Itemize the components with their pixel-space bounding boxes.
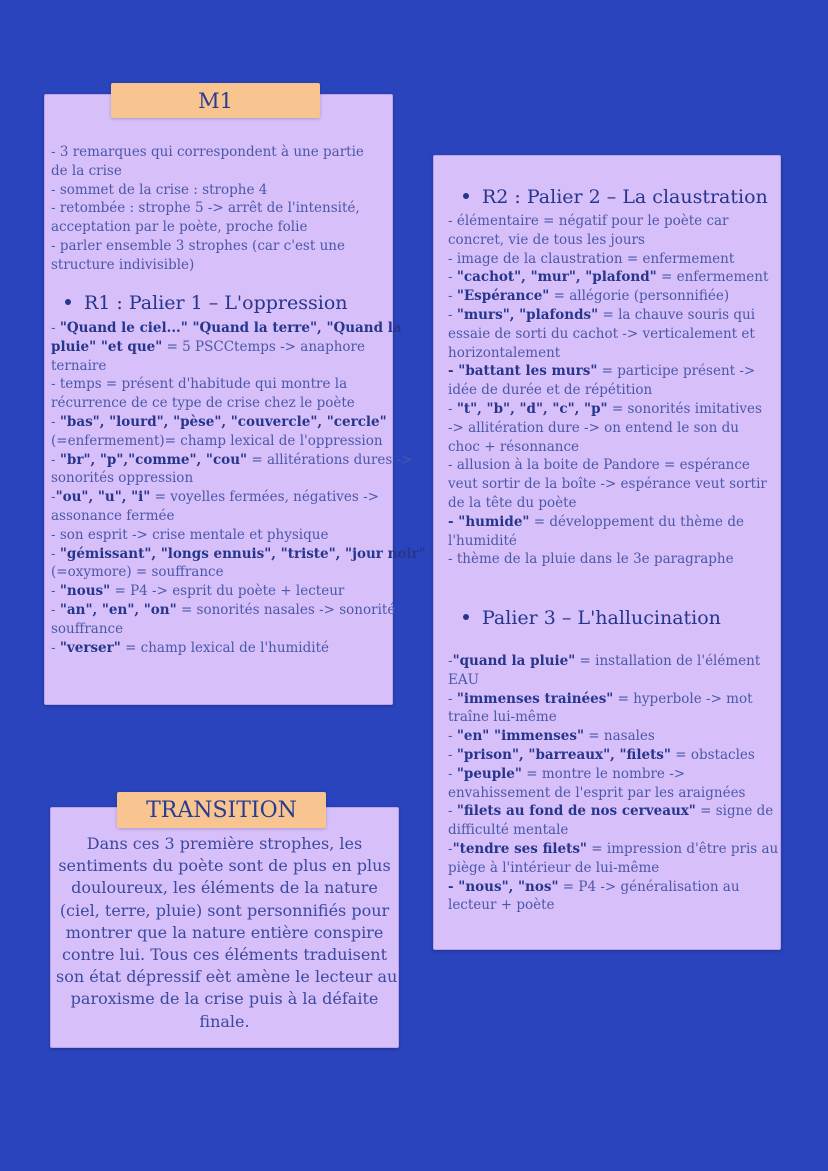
quote-text: "t", "b", "d", "c", "p" [456, 400, 608, 417]
m1-title-tab [111, 83, 320, 118]
transition-title-tab [117, 792, 326, 828]
text-line [51, 469, 426, 488]
plain-text: - [448, 288, 457, 305]
text-line: - 3 remarques qui correspondent à une partie [51, 144, 364, 160]
plain-text: - [448, 653, 453, 669]
text-line [448, 708, 778, 727]
text-line [448, 306, 768, 325]
text-line [51, 526, 426, 545]
quote-text: pluie" "et que" [51, 338, 163, 355]
text-line [51, 432, 426, 451]
plain-text: - [448, 746, 457, 763]
plain-text: = allégorie (personnifiée) [549, 288, 730, 305]
plain-text: = hyperbole -> mot [613, 690, 753, 707]
text-line [448, 250, 768, 269]
quote-text: "Quand le ciel..." "Quand la terre", "Quand la [59, 320, 402, 336]
r2-heading: R2 : Palier 2 – La claustration [463, 186, 768, 208]
text-line [448, 362, 768, 381]
m1-intro-text [51, 143, 364, 275]
text-line [448, 671, 778, 690]
quote-text: "en" "immenses" [456, 728, 584, 745]
text-line [448, 419, 768, 438]
quote-text: "br", "p","comme", "cou" [59, 451, 248, 468]
bullet-icon [463, 614, 469, 620]
plain-text: = voyelles fermées, négatives -> [150, 489, 379, 506]
text-line [448, 652, 778, 671]
plain-text: - [51, 601, 60, 618]
quote-text: "nous" [59, 583, 111, 600]
plain-text: = sonorités imitatives [607, 400, 762, 417]
plain-text: = sonorités nasales -> sonorité [176, 601, 396, 618]
plain-text: - [448, 840, 453, 857]
text-line [448, 400, 768, 419]
plain-text: - [51, 320, 60, 336]
plain-text: horizontalement [448, 344, 561, 361]
plain-text: - [448, 400, 457, 417]
plain-text: = participe présent -> [597, 363, 756, 380]
transition-line: contre lui. Tous ces éléments traduisent [61, 945, 388, 965]
text-line [448, 268, 768, 287]
plain-text: souffrance [51, 620, 124, 637]
text-line [448, 475, 768, 494]
quote-text: "murs", "plafonds" [456, 306, 599, 323]
text-line [448, 690, 778, 709]
plain-text: difficulté mentale [448, 822, 569, 839]
plain-text: - [448, 690, 457, 707]
plain-text: = développement du thème de [529, 513, 744, 530]
plain-text: - thème de la pluie dans le 3e paragraphe [448, 551, 734, 568]
quote-text: "an", "en", "on" [59, 601, 177, 618]
plain-text: récurrence de ce type de crise chez le poète [51, 395, 355, 412]
plain-text: = impression d'être pris au [586, 840, 779, 857]
plain-text: choc + résonnance [448, 438, 580, 455]
plain-text: de la tête du poète [448, 494, 577, 511]
text-line [51, 488, 426, 507]
plain-text: = signe de [695, 803, 774, 820]
text-line [448, 381, 768, 400]
plain-text: - son esprit -> crise mentale et physique [51, 526, 329, 543]
text-line: acceptation par le poète, proche folie [51, 219, 308, 236]
quote-text: "prison", "barreaux", "filets" [456, 746, 671, 763]
text-line [51, 338, 426, 357]
quote-text: - "battant les murs" [448, 363, 598, 380]
text-line [448, 344, 768, 363]
plain-text: - [51, 413, 60, 430]
plain-text: - image de la claustration = enfermement [448, 250, 735, 267]
quote-text: "gémissant", "longs ennuis", "triste", "jour noir" [59, 545, 426, 562]
plain-text: (=oxymore) = souffrance [51, 564, 224, 581]
text-line [448, 494, 768, 513]
text-line [448, 840, 778, 859]
text-line [448, 896, 778, 915]
plain-text: - [448, 728, 457, 745]
plain-text: - [448, 269, 457, 286]
transition-line: sentiments du poète sont de plus en plus [58, 856, 391, 876]
bullet-icon [463, 193, 469, 199]
plain-text: lecteur + poète [448, 897, 555, 914]
text-line [448, 287, 768, 306]
plain-text: assonance fermée [51, 507, 175, 524]
plain-text: - temps = présent d'habitude qui montre la [51, 376, 348, 393]
plain-text: - [51, 639, 60, 656]
text-line [51, 413, 426, 432]
plain-text: - [51, 451, 60, 468]
plain-text: l'humidité [448, 532, 517, 549]
transition-line: douloureux, les éléments de la nature [71, 878, 378, 898]
plain-text: = P4 -> généralisation au [558, 878, 740, 895]
text-line: - sommet de la crise : strophe 4 [51, 181, 268, 198]
text-line [448, 438, 768, 457]
transition-line: son état dépressif eèt amène le lecteur au [56, 967, 398, 987]
transition-line: Dans ces 3 première strophes, les [86, 834, 363, 853]
plain-text: -> allitération dure -> on entend le son du [448, 419, 739, 436]
quote-text: "immenses trainées" [456, 690, 614, 707]
transition-line: finale. [199, 1011, 250, 1031]
plain-text: EAU [448, 671, 479, 688]
plain-text: ternaire [51, 357, 107, 374]
plain-text: - [448, 803, 457, 820]
text-line [51, 582, 426, 601]
plain-text: - [51, 545, 60, 562]
r1-heading: R1 : Palier 1 – L'oppression [65, 292, 348, 314]
plain-text: = allitérations dures -> [247, 451, 413, 468]
text-line [51, 563, 426, 582]
text-line [51, 357, 426, 376]
plain-text: = la chauve souris qui [598, 306, 756, 323]
plain-text: - élémentaire = négatif pour le poète car [448, 213, 729, 229]
quote-text: "tendre ses filets" [452, 840, 587, 857]
text-line [448, 802, 778, 821]
plain-text: (=enfermement)= champ lexical de l'oppression [51, 432, 383, 449]
quote-text: "cachot", "mur", "plafond" [456, 269, 657, 286]
quote-text: "verser" [59, 639, 121, 656]
text-line [448, 231, 768, 250]
quote-text: "peuple" [456, 765, 522, 782]
bullet-icon [65, 299, 71, 305]
plain-text: - [448, 765, 457, 782]
transition-line: (ciel, terre, pluie) sont personnifiés pour [59, 900, 390, 920]
plain-text: = enfermement [656, 269, 769, 286]
text-line [51, 639, 426, 658]
text-line [51, 451, 426, 470]
text-line [448, 212, 768, 231]
quote-text: - "nous", "nos" [448, 878, 559, 895]
p3-body-text [448, 652, 778, 915]
text-line [51, 545, 426, 564]
p3-heading: Palier 3 – L'hallucination [463, 607, 721, 629]
text-line: de la crise [51, 162, 122, 179]
text-line [51, 601, 426, 620]
transition-text [56, 833, 398, 1033]
plain-text: - [51, 583, 60, 600]
text-line: structure indivisible) [51, 256, 195, 273]
plain-text: = obstacles [670, 746, 755, 763]
m1-title: M1 [198, 88, 233, 113]
plain-text: - [448, 306, 457, 323]
plain-text: = nasales [584, 728, 655, 745]
r1-body-text [51, 319, 426, 657]
text-line [51, 319, 426, 338]
quote-text: "ou", "u", "i" [55, 489, 151, 506]
plain-text: = champ lexical de l'humidité [120, 639, 330, 656]
plain-text: envahissement de l'esprit par les araignées [448, 784, 746, 801]
text-line [51, 394, 426, 413]
text-line: - parler ensemble 3 strophes (car c'est une [51, 237, 345, 254]
text-line [448, 513, 768, 532]
text-line [448, 456, 768, 475]
text-line [51, 375, 426, 394]
quote-text: "Espérance" [456, 288, 550, 305]
plain-text: idée de durée et de répétition [448, 382, 653, 399]
plain-text: concret, vie de tous les jours [448, 231, 645, 248]
plain-text: sonorités oppression [51, 470, 194, 487]
text-line [448, 821, 778, 840]
plain-text: = P4 -> esprit du poète + lecteur [110, 583, 345, 600]
quote-text: "quand la pluie" [452, 653, 576, 669]
text-line [448, 532, 768, 551]
transition-line: montrer que la nature entière conspire [65, 922, 384, 942]
text-line [51, 507, 426, 526]
plain-text: piège à l'intérieur de lui-même [448, 859, 660, 876]
quote-text: "filets au fond de nos cerveaux" [456, 803, 696, 820]
text-line [448, 325, 768, 344]
quote-text: "bas", "lourd", "pèse", "couvercle", "cercle" [59, 413, 387, 430]
plain-text: - [51, 489, 56, 506]
quote-text: - "humide" [448, 513, 530, 530]
text-line [448, 765, 778, 784]
plain-text: = installation de l'élément [575, 653, 761, 669]
text-line [448, 784, 778, 803]
text-line [448, 746, 778, 765]
plain-text: = montre le nombre -> [521, 765, 686, 782]
text-line [448, 550, 768, 569]
text-line: - retombée : strophe 5 -> arrêt de l'intensité, [51, 200, 360, 217]
text-line [448, 859, 778, 878]
text-line [448, 727, 778, 746]
transition-line: paroxisme de la crise puis à la défaite [70, 989, 379, 1009]
text-line [51, 620, 426, 639]
transition-title: TRANSITION [146, 797, 297, 823]
plain-text: veut sortir de la boîte -> espérance veut sortir [448, 476, 767, 493]
text-line [448, 878, 778, 897]
plain-text: traîne lui-même [448, 709, 557, 726]
plain-text: = 5 PSCCtemps -> anaphore [162, 338, 365, 355]
r2-body-text [448, 212, 768, 569]
plain-text: - allusion à la boite de Pandore = espérance [448, 457, 750, 474]
plain-text: essaie de sorti du cachot -> verticalement et [448, 325, 755, 342]
